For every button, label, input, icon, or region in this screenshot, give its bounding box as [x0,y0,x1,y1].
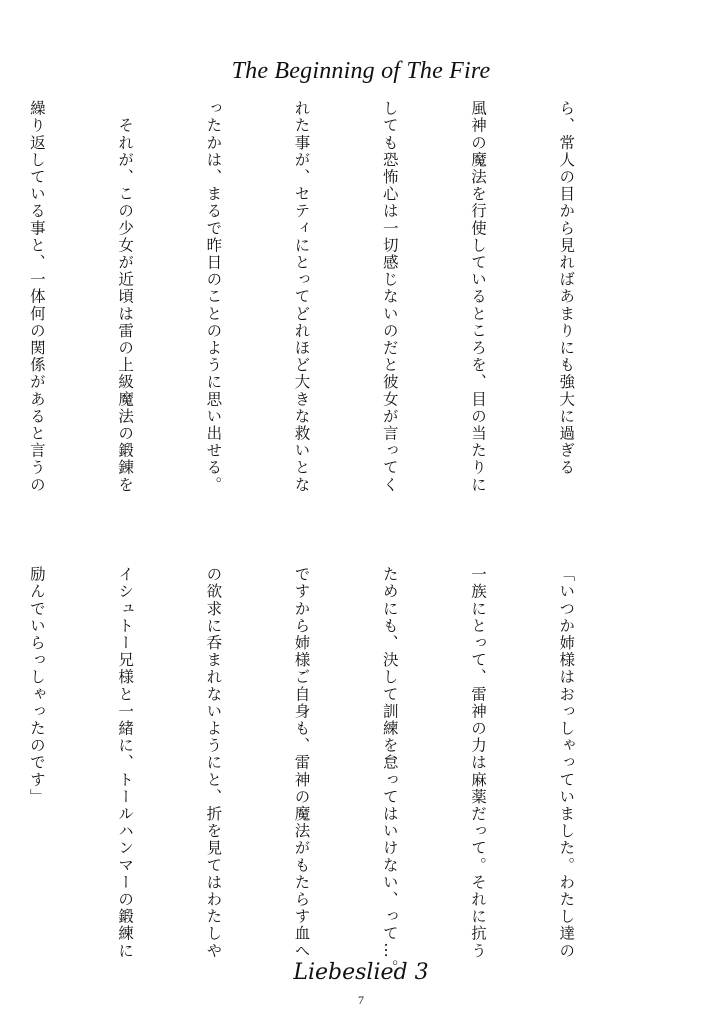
text-column: 「いつか姉様はおっしゃっていました。わたし達の [557,566,576,960]
text-column: 一族にとって、雷神の力は麻薬だって。それに抗う [468,566,487,960]
text-column: しても恐怖心は一切感じないのだと彼女が言ってく [380,100,399,494]
page-number: 7 [358,993,364,1007]
footer-book-title: Liebeslied 3 [293,960,429,985]
text-block-top [0,100,639,520]
text-column: 風神の魔法を行使しているところを、目の当たりに [468,100,487,494]
text-column: それが、この少女が近頃は雷の上級魔法の鍛錬を [116,100,135,494]
text-column: ったかは、まるで昨日のことのように思い出せる。 [204,100,223,494]
text-column: イシュトー兄様と一緒に、トールハンマーの鍛練に [116,566,135,960]
page-title: The Beginning of The Fire [231,58,491,84]
text-column: れた事が、セティにとってどれほど大きな救いとな [292,100,311,494]
text-column: 励んでいらっしゃったのです」 [27,566,46,806]
text-column: の欲求に呑まれないようにと、折を見てはわたしや [204,566,223,960]
text-column: ですから姉様ご自身も、雷神の魔法がもたらす血へ [292,566,311,960]
text-column: ら、常人の目から見ればあまりにも強大に過ぎる [557,100,576,477]
text-column: 繰り返している事と、一体何の関係があると言うの [27,100,46,494]
text-column: ためにも、決して訓練を怠ってはいけない、って…。 [380,566,399,977]
